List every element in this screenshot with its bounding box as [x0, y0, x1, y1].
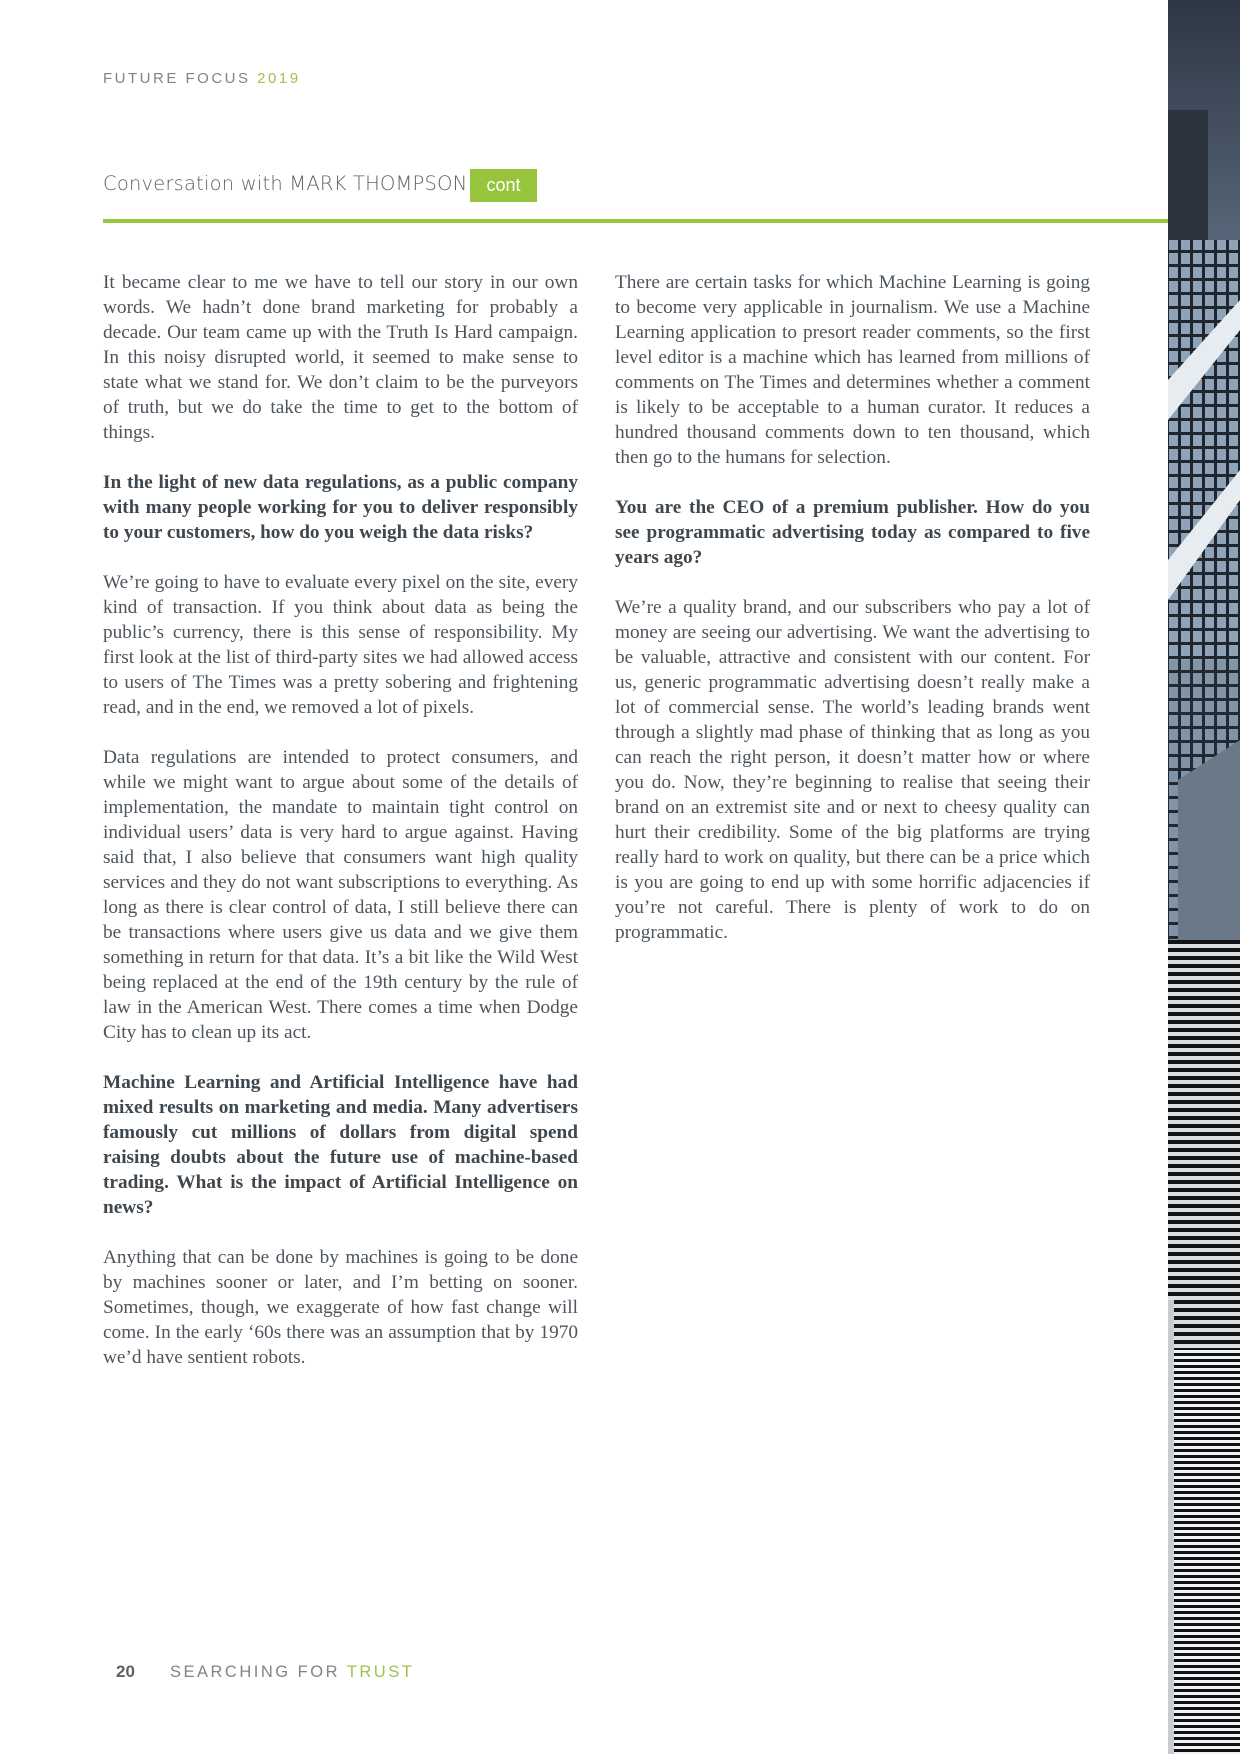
- publication-name: FUTURE FOCUS: [103, 70, 251, 87]
- paragraph: Data regulations are intended to protect consumers, and while we might want to argue about some of the details of implementation, the mandate to maintain tight control on individual users’ data is very hard to argue against. Having said that, I also believe that consumers want high quality services and they do not want subscriptions to everything. As long as there is clear control of data, I still believe there can be transactions where users give us data and we give them something in return for that data. It’s a bit like the Wild West being replaced at the end of the 19th century by the rule of law in the American West. There comes a time when Dodge City has to clean up its act.: [103, 747, 578, 1043]
- page-number: 20: [116, 1662, 135, 1681]
- running-header: [103, 70, 301, 87]
- section-title: Conversation with MARK THOMPSON: [103, 172, 468, 195]
- interview-question: Machine Learning and Artificial Intelligence have had mixed results on marketing and media. Many advertisers famously cut millions of dollars from digital spend raising doubts about the future use of machine-based trading. What is the impact of Artificial Intelligence on news?: [103, 1072, 578, 1218]
- right-column: [615, 270, 1090, 970]
- footer-label: SEARCHING FOR: [170, 1663, 341, 1681]
- paragraph: There are certain tasks for which Machine Learning is going to become very applicable in journalism. We use a Machine Learning application to presort reader comments, so the first level editor is a machine which has learned from millions of comments on The Times and determines whether a comment is likely to be acceptable to a human curator. It reduces a hundred thousand comments down to ten thousand, which then go to the humans for selection.: [615, 272, 1090, 468]
- interview-question: In the light of new data regulations, as a public company with many people working for you to deliver responsibly to your customers, how do you weigh the data risks?: [103, 472, 578, 543]
- left-column: [103, 270, 578, 1395]
- paragraph: Anything that can be done by machines is going to be done by machines sooner or later, and I’m betting on sooner. Sometimes, though, we exaggerate of how fast change will come. In the early ‘60s there was an assumption that by 1970 we’d have sentient robots.: [103, 1247, 578, 1368]
- interview-question: You are the CEO of a premium publisher. How do you see programmatic advertising today as compared to five years ago?: [615, 497, 1090, 568]
- running-footer: [170, 1663, 414, 1682]
- building-photo: [1168, 0, 1240, 1754]
- continued-badge: cont: [470, 169, 537, 202]
- paragraph: We’re going to have to evaluate every pixel on the site, every kind of transaction. If you think about data as being the public’s currency, there is this sense of responsibility. My first look at the list of third-party sites we had allowed access to users of The Times was a pretty sobering and frightening read, and in the end, we removed a lot of pixels.: [103, 572, 578, 718]
- footer-label-accent: TRUST: [346, 1663, 415, 1681]
- paragraph: We’re a quality brand, and our subscribers who pay a lot of money are seeing our advertising. We want the advertising to be valuable, attractive and consistent with our content. For us, generic programmatic advertising doesn’t really make a lot of commercial sense. The world’s leading brands went through a slightly mad phase of thinking that as long as you can reach the right person, it doesn’t matter how or where you do. Now, they’re beginning to realise that seeing their brand on an extremist site and or next to cheesy quality can hurt their credibility. Some of the big platforms are trying really hard to work on quality, but there can be a price which is you are going to end up with some horrific adjacencies if you’re not careful. There is plenty of work to do on programmatic.: [615, 597, 1090, 943]
- divider-rule: [103, 219, 1168, 223]
- publication-year: 2019: [257, 70, 301, 87]
- paragraph: It became clear to me we have to tell our story in our own words. We hadn’t done brand marketing for probably a decade. Our team came up with the Truth Is Hard campaign. In this noisy disrupted world, it seemed to make sense to state what we stand for. We don’t claim to be the purveyors of truth, but we do take the time to get to the bottom of things.: [103, 272, 578, 443]
